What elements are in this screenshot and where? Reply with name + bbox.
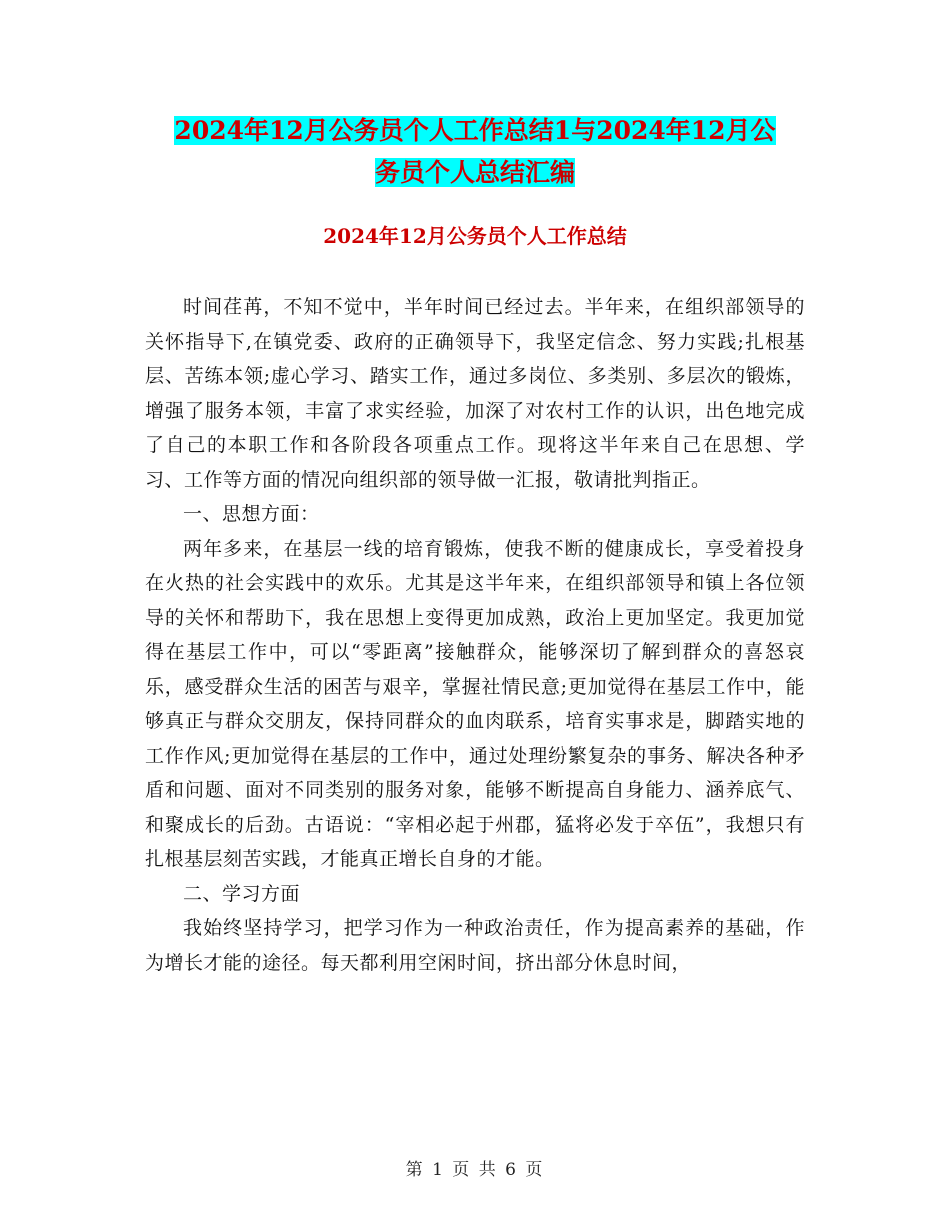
document-title-line2: 务员个人总结汇编	[374, 158, 575, 187]
document-body	[145, 290, 805, 980]
document-title-line1: 2024年12月公务员个人工作总结1与2024年12月公	[174, 116, 776, 145]
heading-thought: 一、思想方面：	[183, 503, 320, 525]
paragraph-study: 我始终坚持学习，把学习作为一种政治责任，作为提高素养的基础，作为增长才能的途径。每天都利用空闲时间，挤出部分休息时间，	[145, 917, 805, 974]
document-title	[120, 110, 830, 194]
page-footer: 第 1 页 共 6 页	[405, 1160, 545, 1180]
section-title: 2024年12月公务员个人工作总结	[323, 224, 627, 248]
paragraph-intro: 时间荏苒，不知不觉中，半年时间已经过去。半年来，在组织部领导的关怀指导下,在镇党委、政府的正确领导下，我坚定信念、努力实践;扎根基层、苦练本领;虚心学习、踏实工作，通过多岗位、多类别、多层次的锻炼，增强了服务本领，丰富了求实经验，加深了对农村工作的认识，出色地完成了自己的本职工作和各阶段各项重点工作。现将这半年来自己在思想、学习、工作等方面的情况向组织部的领导做一汇报，敬请批判指正。	[145, 296, 805, 491]
heading-study: 二、学习方面	[183, 882, 301, 905]
paragraph-thought: 两年多来，在基层一线的培育锻炼，使我不断的健康成长，享受着投身在火热的社会实践中的欢乐。尤其是这半年来，在组织部领导和镇上各位领导的关怀和帮助下，我在思想上变得更加成熟，政治上更加坚定。我更加觉得在基层工作中，可以“零距离”接触群众，能够深切了解到群众的喜怒哀乐，感受群众生活的困苦与艰辛，掌握社情民意;更加觉得在基层工作中，能够真正与群众交朋友，保持同群众的血肉联系，培育实事求是，脚踏实地的工作作风;更加觉得在基层的工作中，通过处理纷繁复杂的事务、解决各种矛盾和问题、面对不同类别的服务对象，能够不断提高自身能力、涵养底气、和聚成长的后劲。古语说：“宰相必起于州郡，猛将必发于卒伍”，我想只有扎根基层刻苦实践，才能真正增长自身的才能。	[145, 537, 805, 870]
